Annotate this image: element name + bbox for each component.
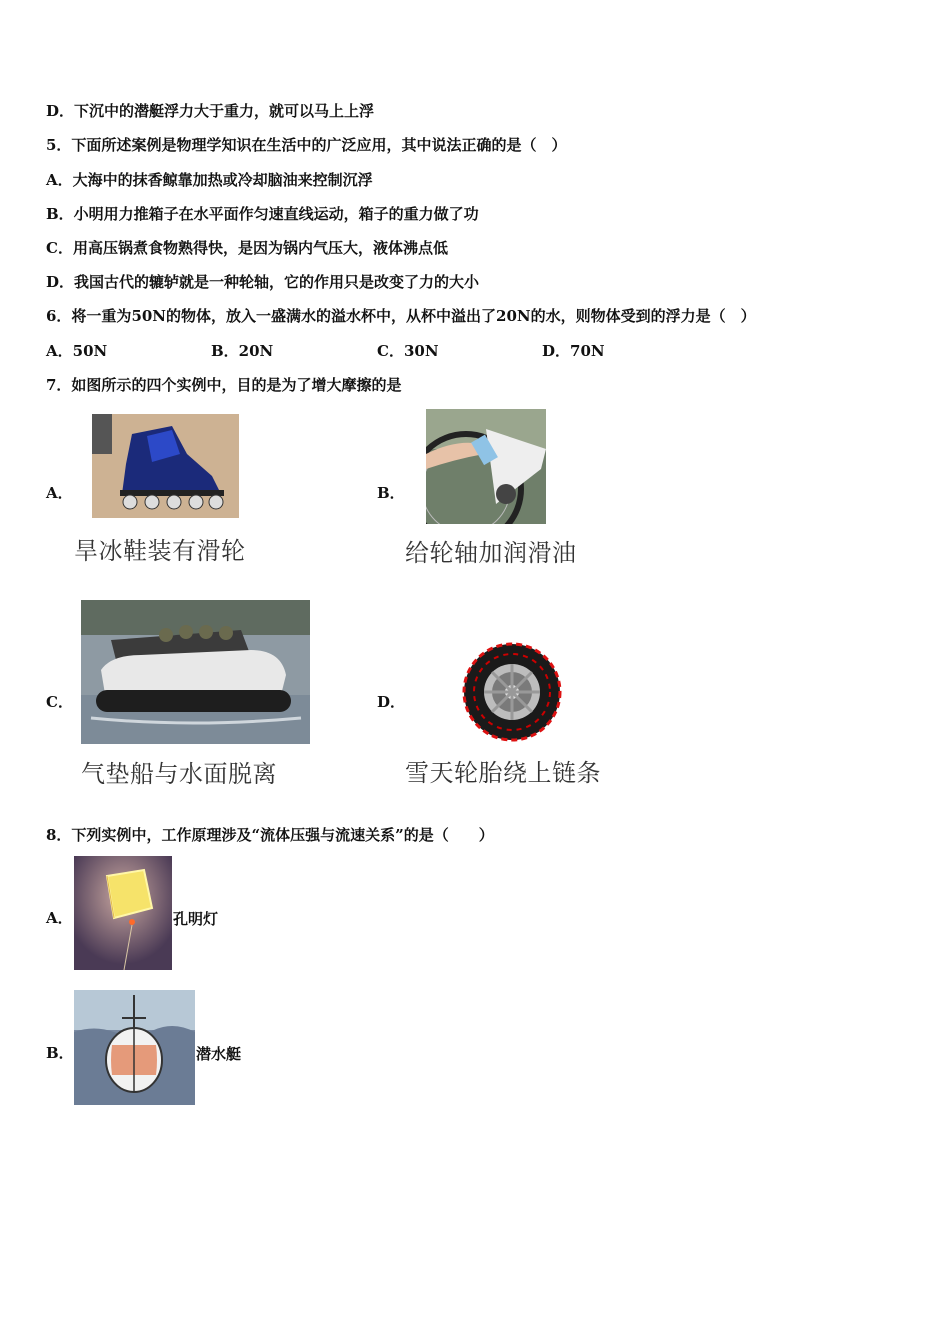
q4-option-d: D．下沉中的潜艇浮力大于重力，就可以马上上浮: [46, 102, 375, 120]
bicycle-lubricate-icon: [426, 409, 546, 524]
q7-label-d: D．: [377, 693, 406, 711]
q8-caption-b: 潜水艇: [196, 1045, 242, 1063]
q7-caption-a: 旱冰鞋装有滑轮: [74, 537, 246, 565]
q5-option-a: A．大海中的抹香鲸靠加热或冷却脑油来控制沉浮: [46, 171, 373, 189]
q7-caption-b: 给轮轴加润滑油: [405, 539, 577, 567]
q6-option-d: D．70N: [542, 342, 605, 360]
q7-caption-c: 气垫船与水面脱离: [81, 760, 277, 788]
q7-label-b: B．: [377, 484, 405, 502]
q6-option-a: A．50N: [46, 342, 108, 360]
submarine-diagram-icon: [74, 990, 195, 1105]
hovercraft-icon: [81, 600, 310, 744]
q8-stem: 8．下列实例中，工作原理涉及“流体压强与流速关系”的是（ ）: [46, 826, 494, 844]
q6-option-c: C．30N: [377, 342, 439, 360]
sky-lantern-icon: [74, 856, 172, 970]
q5-option-b: B．小明用力推箱子在水平面作匀速直线运动，箱子的重力做了功: [46, 205, 479, 223]
q8-label-a: A．: [46, 909, 73, 927]
q8-label-b: B．: [46, 1044, 74, 1062]
q8-caption-a: 孔明灯: [173, 910, 219, 928]
q5-option-c: C．用高压锅煮食物熟得快，是因为锅内气压大，液体沸点低: [46, 239, 448, 257]
q7-stem: 7．如图所示的四个实例中，目的是为了增大摩擦的是: [46, 376, 402, 394]
snow-chain-tire-icon: [462, 642, 562, 742]
roller-skate-icon: [92, 414, 239, 518]
q5-option-d: D．我国古代的辘轳就是一种轮轴，它的作用只是改变了力的大小: [46, 273, 480, 291]
q5-stem: 5．下面所述案例是物理学知识在生活中的广泛应用，其中说法正确的是（ ）: [46, 136, 567, 154]
q7-label-c: C．: [46, 693, 73, 711]
q7-label-a: A．: [46, 484, 73, 502]
q6-stem: 6．将一重为50N的物体，放入一盛满水的溢水杯中，从杯中溢出了20N的水，则物体受到的浮力是（ ）: [46, 307, 756, 325]
q7-caption-d: 雪天轮胎绕上链条: [405, 759, 601, 787]
q6-option-b: B．20N: [211, 342, 274, 360]
